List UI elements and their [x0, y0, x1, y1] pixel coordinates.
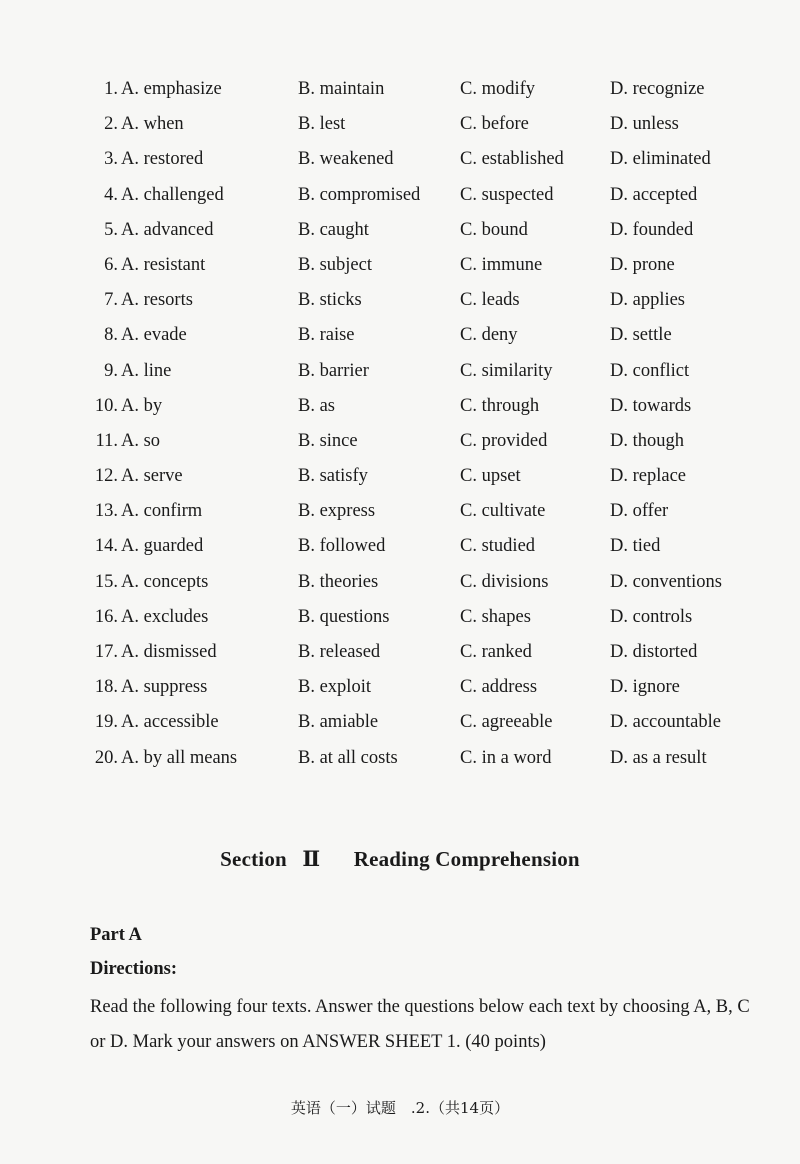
option-d: D. settle	[610, 325, 672, 346]
option-c: C. leads	[460, 290, 520, 311]
option-b: B. express	[298, 501, 376, 522]
option-a: A. challenged	[121, 184, 224, 205]
option-a: A. emphasize	[121, 79, 222, 99]
question-row	[88, 178, 748, 213]
option-c: C. bound	[460, 219, 528, 240]
option-a: A. dismissed	[121, 642, 217, 662]
question-number: 6.	[104, 254, 118, 275]
option-a: A. excludes	[121, 606, 209, 627]
option-c: C. address	[460, 677, 538, 698]
option-d: D. tied	[610, 536, 661, 557]
option-c: C. studied	[460, 536, 536, 557]
option-c: C. similarity	[460, 360, 553, 381]
option-b: B. weakened	[298, 149, 394, 170]
option-a: A. accessible	[121, 712, 219, 733]
option-c: C. deny	[460, 325, 518, 346]
question-row	[88, 670, 748, 705]
question-number: 14.	[94, 536, 118, 557]
directions-text: Read the following four texts. Answer the questions below each text by choosing A, B, C or D. Mark your answers on ANSWER SHEET 1. (40 points)	[90, 997, 750, 1052]
option-c: C. suspected	[460, 184, 554, 205]
option-b: B. raise	[298, 325, 355, 346]
option-c: C. upset	[460, 466, 521, 487]
option-b: B. as	[298, 395, 335, 416]
question-number: 18.	[94, 677, 118, 698]
option-a: A. resorts	[121, 290, 193, 311]
question-number: 10.	[94, 395, 118, 416]
option-b: B. compromised	[298, 184, 421, 205]
option-c: C. modify	[460, 79, 536, 99]
option-d: D. controls	[610, 606, 693, 627]
option-b: B. subject	[298, 254, 372, 275]
question-row	[88, 424, 748, 459]
question-number: 1.	[104, 79, 118, 99]
option-d: D. accountable	[610, 712, 721, 733]
option-a: A. when	[121, 114, 184, 135]
question-number: 5.	[104, 219, 118, 240]
option-c: C. divisions	[460, 571, 549, 592]
question-number: 9.	[104, 360, 118, 381]
question-number: 13.	[94, 501, 118, 522]
option-c: C. through	[460, 395, 540, 416]
option-d: D. distorted	[610, 642, 698, 662]
section-heading	[0, 846, 800, 872]
option-d: D. towards	[610, 395, 692, 416]
part-label: Part A	[90, 925, 142, 945]
option-a: A. resistant	[121, 254, 206, 275]
question-row	[88, 248, 748, 283]
option-b: B. satisfy	[298, 466, 368, 487]
option-c: C. in a word	[460, 747, 552, 768]
option-d: D. conflict	[610, 360, 690, 381]
question-row	[88, 142, 748, 177]
option-b: B. caught	[298, 219, 369, 240]
section-label: Section	[220, 847, 287, 871]
question-number: 7.	[104, 290, 118, 311]
option-c: C. ranked	[460, 642, 532, 662]
option-d: D. as a result	[610, 747, 707, 768]
option-b: B. at all costs	[298, 747, 398, 768]
option-d: D. though	[610, 430, 684, 451]
question-number: 12.	[94, 466, 118, 487]
option-b: B. followed	[298, 536, 386, 557]
option-d: D. unless	[610, 114, 679, 135]
option-b: B. maintain	[298, 79, 385, 99]
option-c: C. immune	[460, 254, 543, 275]
question-row	[88, 494, 748, 529]
question-row	[88, 565, 748, 600]
question-number: 8.	[104, 325, 118, 346]
option-d: D. founded	[610, 219, 694, 240]
option-b: B. questions	[298, 606, 390, 627]
question-number: 16.	[94, 606, 118, 627]
question-row	[88, 283, 748, 318]
option-d: D. conventions	[610, 571, 723, 592]
page-footer: 英语（一）试题 .2.（共14页）	[290, 1099, 510, 1117]
option-a: A. evade	[121, 325, 187, 346]
option-a: A. restored	[121, 149, 204, 170]
option-c: C. provided	[460, 430, 548, 451]
option-d: D. offer	[610, 501, 669, 522]
option-d: D. replace	[610, 466, 687, 487]
option-d: D. accepted	[610, 184, 698, 205]
question-number: 4.	[104, 184, 118, 205]
question-row	[88, 72, 748, 107]
option-a: A. suppress	[121, 677, 208, 698]
option-d: D. applies	[610, 290, 686, 311]
question-number: 11.	[95, 430, 118, 451]
option-a: A. advanced	[121, 219, 214, 240]
option-a: A. line	[121, 360, 172, 381]
option-d: D. prone	[610, 254, 675, 275]
question-number: 19.	[94, 712, 118, 733]
question-number: 2.	[104, 114, 118, 135]
question-number: 15.	[94, 571, 118, 592]
option-a: A. by all means	[121, 747, 238, 768]
option-b: B. amiable	[298, 712, 379, 733]
question-number: 17.	[94, 642, 118, 662]
option-b: B. lest	[298, 114, 346, 135]
cloze-options-list	[88, 72, 748, 776]
question-number: 20.	[94, 747, 118, 768]
option-c: C. shapes	[460, 606, 531, 627]
question-row	[88, 705, 748, 740]
section-numeral: Ⅱ	[302, 847, 321, 871]
option-c: C. cultivate	[460, 501, 546, 522]
option-d: D. ignore	[610, 677, 680, 698]
option-a: A. so	[121, 430, 161, 451]
question-row	[88, 389, 748, 424]
option-c: C. established	[460, 149, 564, 170]
option-a: A. serve	[121, 466, 183, 487]
question-row	[88, 213, 748, 248]
option-d: D. eliminated	[610, 149, 711, 170]
question-number: 3.	[104, 149, 118, 170]
option-a: A. guarded	[121, 536, 204, 557]
section-title: Reading Comprehension	[353, 847, 580, 871]
option-b: B. theories	[298, 571, 379, 592]
option-a: A. confirm	[121, 501, 203, 522]
option-a: A. concepts	[121, 571, 209, 592]
option-a: A. by	[121, 395, 163, 416]
option-d: D. recognize	[610, 79, 705, 99]
question-row	[88, 107, 748, 142]
option-b: B. exploit	[298, 677, 371, 698]
question-row	[88, 354, 748, 389]
question-row	[88, 741, 748, 776]
question-row	[88, 459, 748, 494]
directions-label: Directions:	[90, 959, 177, 979]
option-b: B. sticks	[298, 290, 362, 311]
question-row	[88, 635, 748, 670]
question-row	[88, 318, 748, 353]
question-row	[88, 600, 748, 635]
option-c: C. before	[460, 114, 529, 135]
option-b: B. released	[298, 642, 381, 662]
option-b: B. since	[298, 430, 358, 451]
option-b: B. barrier	[298, 360, 369, 381]
question-row	[88, 529, 748, 564]
option-c: C. agreeable	[460, 712, 553, 733]
